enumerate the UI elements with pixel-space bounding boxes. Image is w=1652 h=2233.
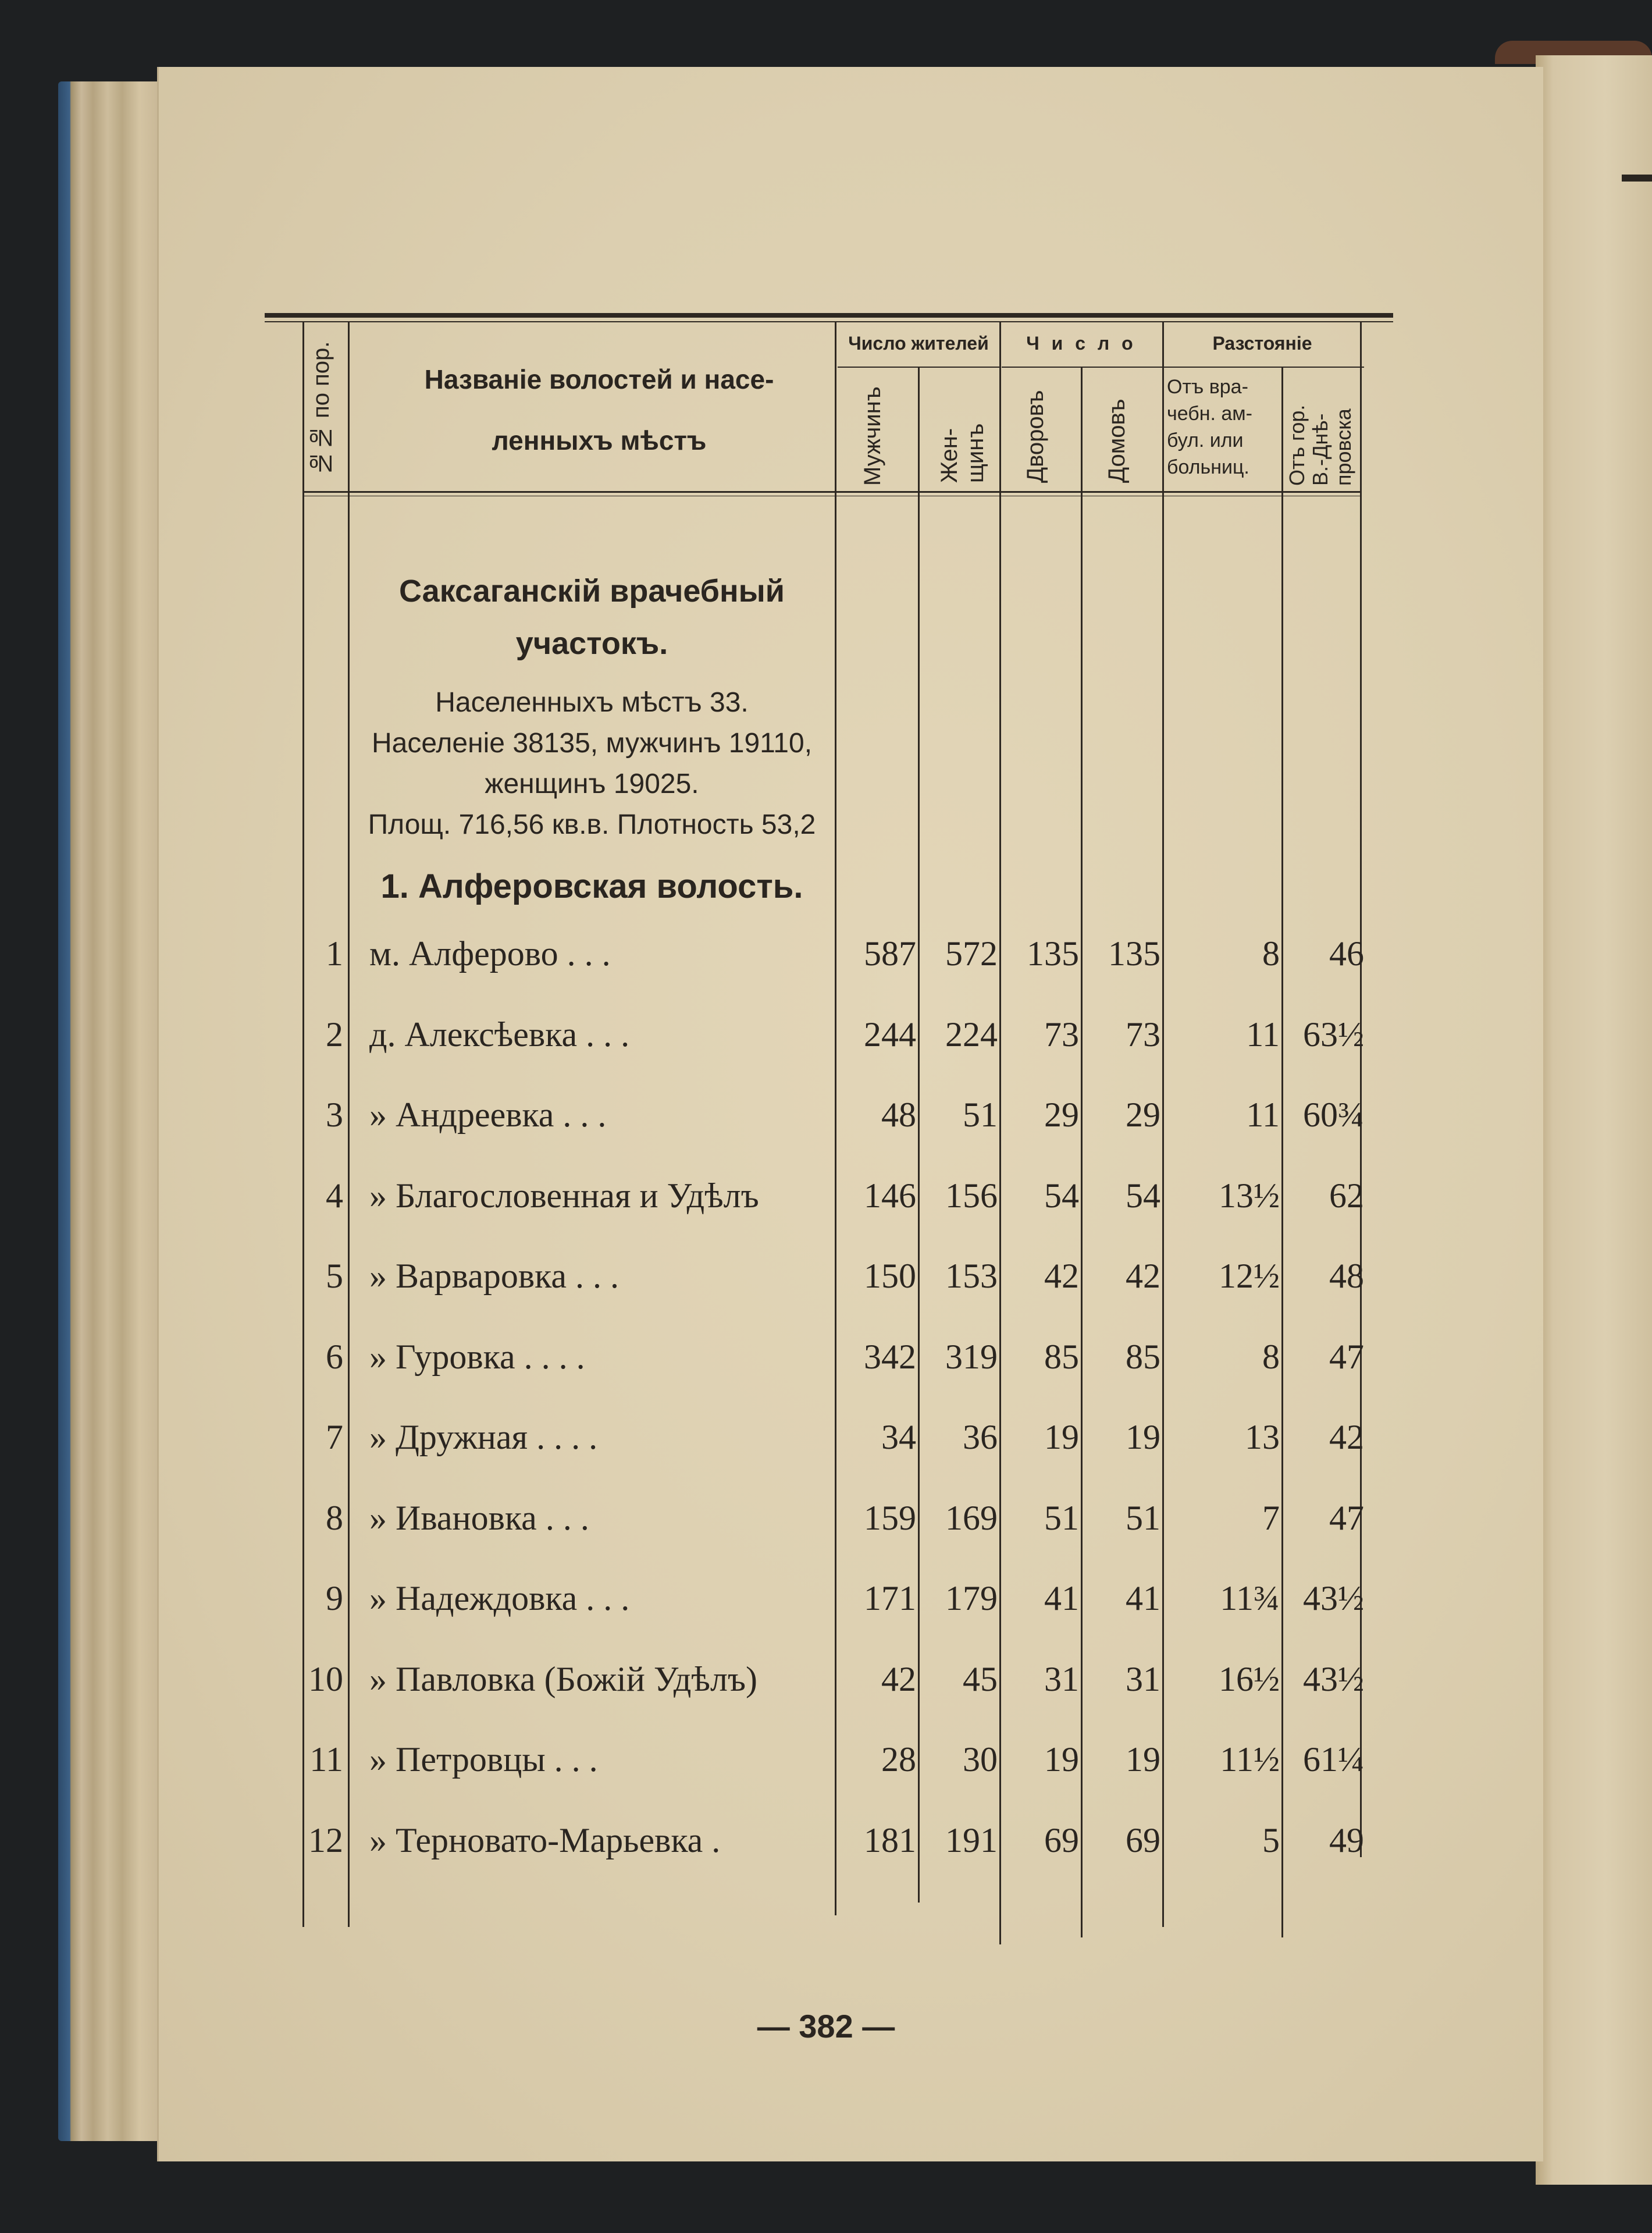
houses-count: 69	[1126, 1820, 1160, 1859]
header-bottom-rule	[302, 491, 1361, 493]
row-number: 11	[309, 1740, 343, 1779]
women-count: 45	[963, 1659, 998, 1698]
distance-medical: 16½	[1219, 1659, 1280, 1698]
facing-page-rule	[1622, 175, 1652, 182]
houses-count: 19	[1126, 1418, 1160, 1456]
distance-city: 43½	[1303, 1579, 1364, 1617]
settlement-name: » Варваровка . . .	[369, 1257, 620, 1295]
section-stats-4: Площ. 716,56 кв.в. Плотность 53,2	[368, 809, 816, 840]
row-number: 6	[326, 1337, 343, 1376]
houses-count: 73	[1126, 1015, 1160, 1054]
distance-medical: 7	[1262, 1498, 1280, 1537]
row-number: 9	[326, 1579, 343, 1617]
yards-count: 73	[1044, 1015, 1079, 1054]
yards-count: 69	[1044, 1820, 1079, 1859]
distance-medical: 8	[1262, 934, 1280, 973]
men-count: 150	[864, 1257, 916, 1295]
col-rule	[348, 321, 350, 1927]
col-rule	[835, 321, 836, 1915]
header-col-houses: Домовъ	[1104, 399, 1130, 483]
header-col-women: Жен-щинъ	[937, 423, 988, 483]
row-number: 3	[326, 1096, 343, 1134]
distance-city: 61¼	[1303, 1740, 1364, 1779]
settlement-name: » Надеждовка . . .	[369, 1579, 630, 1617]
yards-count: 31	[1044, 1659, 1079, 1698]
yards-count: 135	[1027, 934, 1079, 973]
houses-count: 41	[1126, 1579, 1160, 1617]
header-group-distance: Разстояніе	[1212, 333, 1312, 354]
distance-medical: 13½	[1219, 1176, 1280, 1215]
row-number: 2	[326, 1015, 343, 1054]
row-number: 5	[326, 1257, 343, 1295]
men-count: 42	[881, 1659, 916, 1698]
settlement-name: м. Алферово . . .	[369, 934, 611, 973]
men-count: 146	[864, 1176, 916, 1215]
row-number: 1	[326, 934, 343, 973]
yards-count: 19	[1044, 1418, 1079, 1456]
men-count: 342	[864, 1337, 916, 1376]
houses-count: 29	[1126, 1096, 1160, 1134]
women-count: 191	[945, 1820, 998, 1859]
distance-medical: 8	[1262, 1337, 1280, 1376]
section-title-1: Саксаганскій врачебный	[399, 574, 785, 609]
settlement-name: » Павловка (Божій Удѣлъ)	[369, 1659, 757, 1698]
header-col-dist-med: Отъ вра-чебн. ам-бул. или больниц.	[1167, 376, 1252, 478]
distance-city: 49	[1329, 1820, 1364, 1859]
men-count: 587	[864, 934, 916, 973]
distance-medical: 11¾	[1220, 1579, 1280, 1617]
yards-count: 42	[1044, 1257, 1079, 1295]
men-count: 28	[881, 1740, 916, 1779]
page-number: — 382 —	[757, 2008, 895, 2044]
women-count: 169	[945, 1498, 998, 1537]
houses-count: 42	[1126, 1257, 1160, 1295]
distance-city: 47	[1329, 1498, 1364, 1537]
row-number: 8	[326, 1498, 343, 1537]
houses-count: 19	[1126, 1740, 1160, 1779]
table-top-rule-thin	[265, 321, 1393, 322]
distance-medical: 11	[1246, 1015, 1280, 1054]
settlement-name: » Андреевка . . .	[369, 1096, 607, 1134]
distance-medical: 5	[1262, 1820, 1280, 1859]
yards-count: 29	[1044, 1096, 1079, 1134]
women-count: 36	[963, 1418, 998, 1456]
header-col-name-1: Названіе волостей и насе-	[424, 364, 774, 394]
men-count: 34	[881, 1418, 916, 1456]
women-count: 179	[945, 1579, 998, 1617]
settlement-name: » Петровцы . . .	[369, 1740, 598, 1779]
women-count: 572	[945, 934, 998, 973]
women-count: 156	[945, 1176, 998, 1215]
houses-count: 135	[1108, 934, 1160, 973]
men-count: 48	[881, 1096, 916, 1134]
col-rule	[1360, 321, 1362, 1857]
settlement-name: » Ивановка . . .	[369, 1498, 589, 1537]
yards-count: 19	[1044, 1740, 1079, 1779]
yards-count: 41	[1044, 1579, 1079, 1617]
section-stats-1: Населенныхъ мѣстъ 33.	[435, 687, 749, 718]
distance-city: 42	[1329, 1418, 1364, 1456]
settlement-name: » Дружная . . . .	[369, 1418, 598, 1456]
distance-medical: 11	[1246, 1096, 1280, 1134]
header-col-name-2: ленныхъ мѣстъ	[492, 425, 707, 456]
yards-count: 54	[1044, 1176, 1079, 1215]
women-count: 51	[963, 1096, 998, 1134]
col-rule	[1081, 367, 1083, 1937]
settlement-name: » Гуровка . . . .	[369, 1337, 585, 1376]
header-col-no: №№ по пор.	[308, 341, 334, 477]
row-number: 12	[308, 1820, 343, 1859]
houses-count: 54	[1126, 1176, 1160, 1215]
header-group-number: Ч и с л о	[1026, 333, 1137, 354]
distance-medical: 13	[1245, 1418, 1280, 1456]
group-rule-number	[1002, 367, 1163, 368]
women-count: 30	[963, 1740, 998, 1779]
settlement-name: д. Алексѣевка . . .	[369, 1015, 630, 1054]
settlement-name: » Благословенная и Удѣлъ	[369, 1176, 759, 1215]
men-count: 159	[864, 1498, 916, 1537]
women-count: 224	[945, 1015, 998, 1054]
houses-count: 31	[1126, 1659, 1160, 1698]
section-stats-2: Населеніе 38135, мужчинъ 19110,	[371, 728, 813, 759]
table-top-rule	[265, 313, 1393, 318]
distance-city: 62	[1329, 1176, 1364, 1215]
facing-page	[1536, 55, 1652, 2185]
men-count: 181	[864, 1820, 916, 1859]
distance-city: 48	[1329, 1257, 1364, 1295]
settlement-name: » Терновато-Марьевка .	[369, 1820, 721, 1859]
row-number: 7	[326, 1418, 343, 1456]
yards-count: 85	[1044, 1337, 1079, 1376]
women-count: 319	[945, 1337, 998, 1376]
header-col-men: Мужчинъ	[860, 386, 885, 486]
distance-city: 46	[1329, 934, 1364, 973]
women-count: 153	[945, 1257, 998, 1295]
distance-city: 63½	[1303, 1015, 1364, 1054]
yards-count: 51	[1044, 1498, 1079, 1537]
header-col-yards: Дворовъ	[1023, 390, 1048, 483]
houses-count: 85	[1126, 1337, 1160, 1376]
section-stats-3: женщинъ 19025.	[485, 769, 699, 799]
volost-title: 1. Алферовская волость.	[380, 867, 803, 905]
distance-medical: 12½	[1219, 1257, 1280, 1295]
col-rule	[302, 321, 304, 1927]
row-number: 10	[308, 1659, 343, 1698]
header-col-dist-city: Отъ гор. В.-Днѣ-провска	[1285, 404, 1355, 486]
distance-city: 43½	[1303, 1659, 1364, 1698]
header-group-inhabitants: Число жителей	[848, 333, 989, 354]
distance-city: 60¾	[1303, 1096, 1364, 1134]
distance-city: 47	[1329, 1337, 1364, 1376]
col-rule	[1281, 367, 1283, 1937]
group-rule-distance	[1163, 367, 1364, 368]
houses-count: 51	[1126, 1498, 1160, 1537]
row-number: 4	[326, 1176, 343, 1215]
men-count: 244	[864, 1015, 916, 1054]
distance-medical: 11½	[1220, 1740, 1280, 1779]
section-title-2: участокъ.	[515, 626, 668, 661]
men-count: 171	[864, 1579, 916, 1617]
